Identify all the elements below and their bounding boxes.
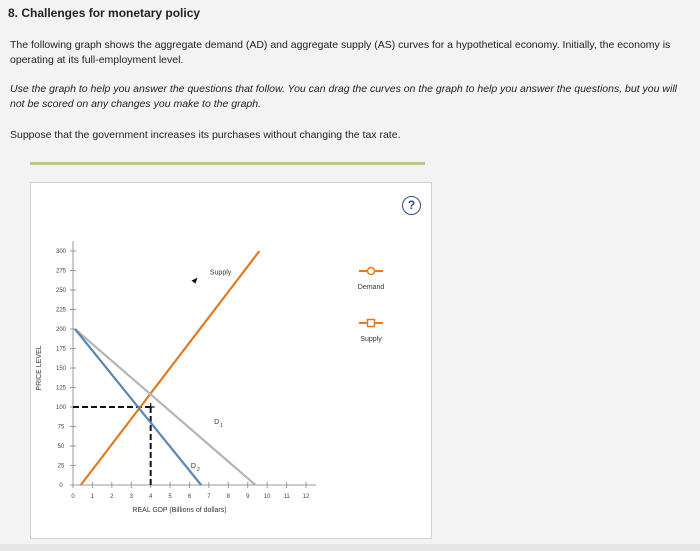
x-axis-label: REAL GDP (Billions of dollars) (132, 507, 227, 514)
x-tick-label: 2 (110, 494, 114, 500)
legend-square-marker-icon[interactable] (368, 320, 375, 327)
y-tick-label: 225 (55, 307, 67, 314)
x-tick-label: 12 (302, 494, 310, 500)
x-tick-label: 11 (283, 494, 290, 500)
d2-curve-label-subscript: 2 (196, 466, 200, 473)
equilibrium-point (147, 403, 155, 411)
legend-label-supply: Supply (360, 336, 382, 343)
x-tick-label: 3 (129, 494, 133, 500)
x-tick-label: 1 (90, 494, 95, 500)
y-tick-label: 300 (55, 249, 67, 255)
supply-curve-label: Supply (209, 269, 232, 277)
cursor-arrow-icon (191, 278, 197, 284)
y-tick-label: 0 (59, 483, 63, 489)
question-instructions: Use the graph to help you answer the questions that follow. You can drag the curves on the graph to help you answer the questions, but you will not be scored on any changes you make to the graph. (10, 83, 677, 110)
y-tick-label: 125 (55, 385, 67, 392)
x-tick-label: 5 (168, 494, 172, 500)
y-tick-label: 150 (55, 366, 67, 372)
d2-curve-label: D (190, 462, 196, 470)
legend-label-demand: Demand (357, 284, 385, 291)
y-tick-label: 25 (57, 463, 65, 470)
d1-curve-label-subscript: 1 (220, 423, 224, 430)
x-tick-label: 10 (263, 494, 271, 500)
y-tick-label: 175 (55, 346, 67, 353)
question-title: 8. Challenges for monetary policy (8, 6, 201, 20)
y-tick-label: 275 (55, 268, 67, 275)
x-tick-label: 4 (148, 494, 153, 500)
x-tick-label: 8 (226, 494, 231, 500)
d1-curve-label: D (214, 419, 220, 427)
legend-circle-marker-icon[interactable] (368, 268, 375, 275)
help-icon[interactable]: ? (402, 196, 421, 215)
y-tick-label: 250 (55, 288, 67, 294)
y-tick-label: 50 (57, 444, 65, 450)
x-tick-label: 7 (207, 494, 211, 500)
y-tick-label: 200 (55, 327, 67, 333)
ad-as-graph[interactable] (31, 183, 431, 538)
graph-panel (30, 182, 432, 539)
question-intro: The following graph shows the aggregate demand (AD) and aggregate supply (AS) curves for a hypothetical economy. Initially, the economy is operating at its full-employment level. (10, 39, 671, 66)
x-tick-label: 6 (187, 494, 192, 500)
y-axis-label: PRICE LEVEL (36, 345, 43, 391)
y-tick-label: 100 (55, 405, 67, 411)
bottom-divider (0, 544, 700, 551)
divider-bar (30, 162, 425, 165)
y-tick-label: 75 (57, 424, 65, 431)
x-tick-label: 9 (246, 494, 250, 500)
x-tick-label: 0 (71, 494, 75, 500)
question-scenario: Suppose that the government increases its purchases without changing the tax rate. (10, 129, 401, 141)
